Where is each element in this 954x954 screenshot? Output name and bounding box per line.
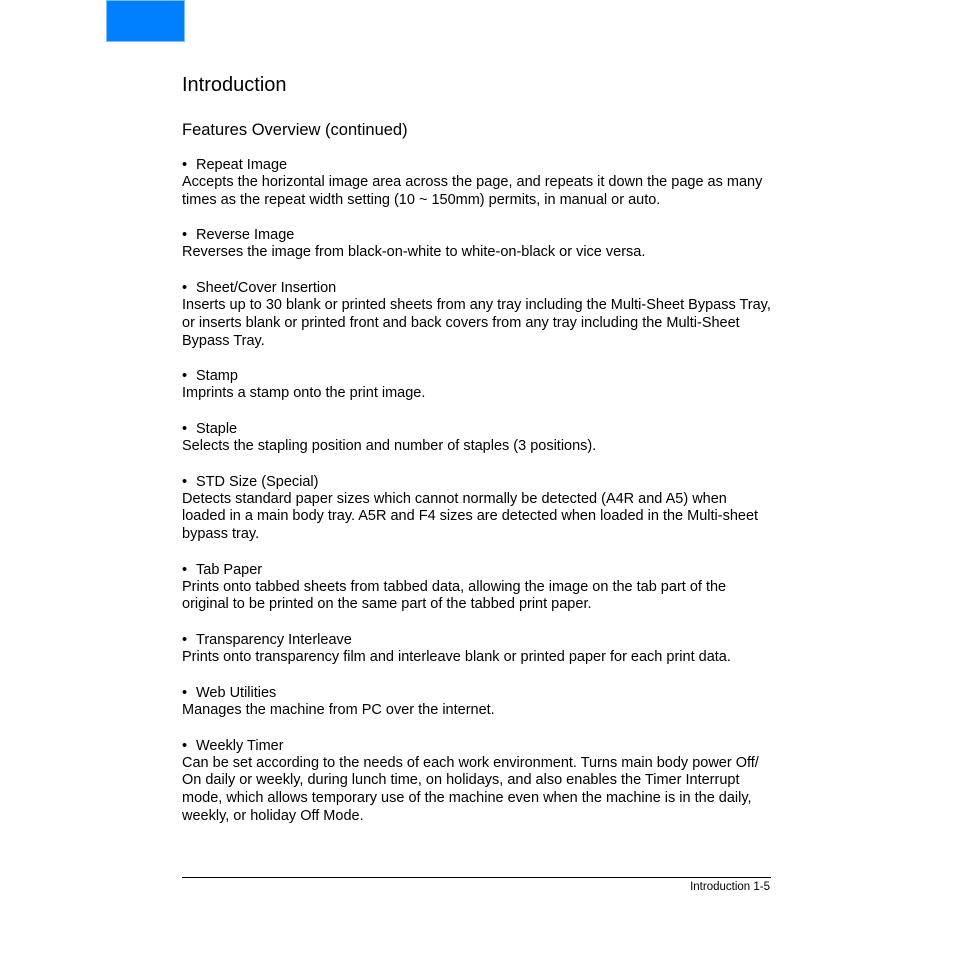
bullet-icon: • [182,157,188,173]
feature-item [182,156,782,209]
chapter-tab-marker [106,0,185,42]
feature-description: Accepts the horizontal image area across the page, and repeats it down the page as many times as the repeat width setting (10 ~ 150mm) permits, in manual or auto. [182,174,763,208]
feature-name: Transparency Interleave [196,632,352,649]
bullet-icon: • [182,420,188,437]
feature-item [182,561,782,614]
feature-description: Inserts up to 30 blank or printed sheets from any tray including the Multi-Sheet Bypass Tray, or inserts blank or printed front and back covers from any tray including the Multi-Sheet Bypass Tray. [182,297,771,349]
footer-page-label: Introduction 1-5 [690,881,770,893]
feature-name: Staple [196,420,238,437]
feature-item [182,684,782,720]
feature-description: Prints onto transparency film and interleave blank or printed paper for each print data. [182,649,731,666]
feature-item [182,420,782,456]
feature-item [182,473,782,544]
feature-name: Weekly Timer [196,737,284,754]
feature-item [182,367,782,403]
feature-name: Sheet/Cover Insertion [196,280,337,297]
feature-description: Reverses the image from black-on-white to white-on-black or vice versa. [182,244,646,261]
page-content [182,72,782,842]
feature-name: Reverse Image [196,227,295,244]
bullet-icon: • [182,632,188,649]
bullet-icon: • [182,368,188,385]
section-title: Features Overview (continued) [182,121,408,139]
feature-item [182,631,782,667]
feature-item [182,279,782,350]
feature-list [182,156,782,825]
feature-item [182,226,782,262]
feature-description: Selects the stapling position and number of staples (3 positions). [182,437,597,454]
feature-item [182,737,782,826]
feature-description: Imprints a stamp onto the print image. [182,385,426,402]
feature-description: Detects standard paper sizes which cannot normally be detected (A4R and A5) when loaded in a main body tray. A5R and F4 sizes are detected when loaded in the Multi-sheet bypass tray. [182,490,759,543]
chapter-title: Introduction [182,74,287,96]
bullet-icon: • [182,280,188,297]
feature-description: Prints onto tabbed sheets from tabbed data, allowing the image on the tab part of the original to be printed on the same part of the tabbed print paper. [182,578,727,613]
feature-description: Manages the machine from PC over the internet. [182,701,495,718]
feature-name: Tab Paper [196,561,263,578]
bullet-icon: • [182,737,188,754]
feature-name: Repeat Image [196,157,288,173]
bullet-icon: • [182,561,188,578]
feature-description: Can be set according to the needs of each work environment. Turns main body power Off/ On daily or weekly, during lunch time, on holidays, and also enables the Timer Interrupt mode, which allows temporary use of the machine even when the machine is in the daily, weekly, or holiday Off Mode. [182,754,759,824]
feature-name: Web Utilities [196,684,277,701]
bullet-icon: • [182,473,188,490]
footer-divider [182,877,771,878]
feature-name: Stamp [196,368,238,385]
bullet-icon: • [182,227,188,244]
bullet-icon: • [182,684,188,701]
feature-name: STD Size (Special) [196,473,319,490]
